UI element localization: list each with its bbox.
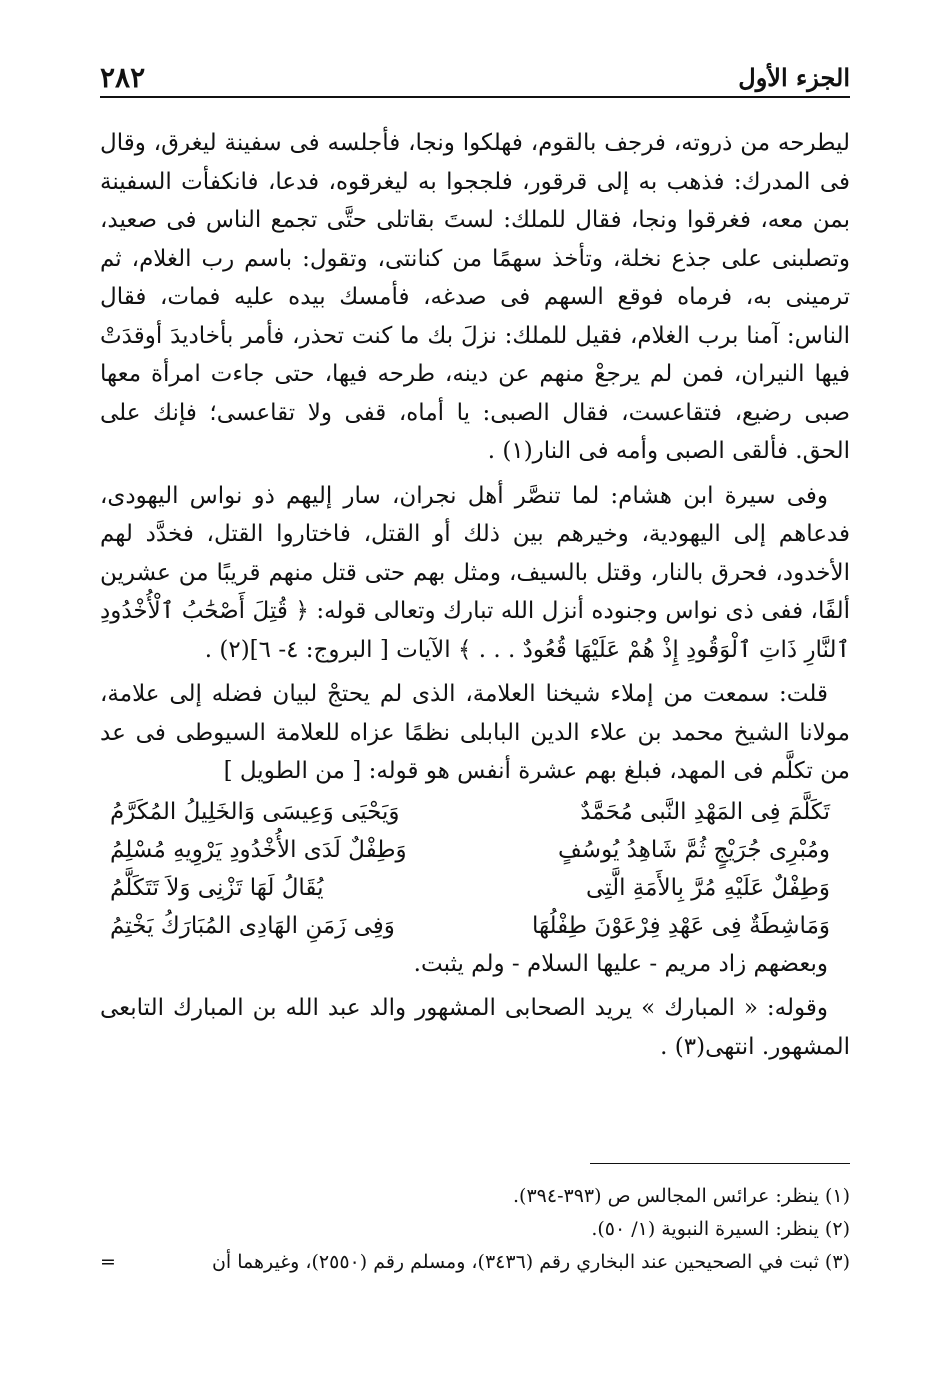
verse-second-hemistich: وَطِفْلٌ لَدَى الأُخْدُودِ يَرْوِيهِ مُسْلِمُ	[110, 836, 407, 863]
footnote-1: (١) ينظر: عرائس المجالس ص (٣٩٣-٣٩٤).	[513, 1185, 850, 1207]
verse-second-hemistich: وَفِى زَمَنِ الهَادِى المُبَارَكُ يَخْتِمُ	[110, 912, 395, 939]
footnote-3	[100, 1246, 850, 1279]
footnote-3-text: (٣) ثبت في الصحيحين عند البخاري رقم (٣٤٣٦)، ومسلم رقم (٢٥٥٠)، وغيرهما أن	[211, 1251, 850, 1273]
running-title: الجزء الأول	[738, 63, 850, 92]
footnote-2: (٢) ينظر: السيرة النبوية (١/ ٥٠).	[591, 1218, 850, 1240]
page-header	[100, 52, 850, 98]
continuation-mark: =	[100, 1251, 116, 1273]
main-text	[100, 124, 850, 1066]
poem-verse	[110, 831, 830, 869]
verse-second-hemistich: وَيَحْيَى وَعِيسَى وَالخَلِيلُ المُكَرَّمُ	[110, 798, 400, 825]
paragraph-story: ليطرحه من ذروته، فرجف بالقوم، فهلكوا ونجا، فأجلسه فى سفينة ليغرق، وقال فى المدرك: فذهب به إلى قرقور، فلججوا به ليغرقوه، فدعا، فانكفأت السفينة بمن معه، فغرقوا ونجا، فقال للملك: لستَ بقاتلى حتَّى تجمع الناس فى صعيد، وتصلبنى على جذع نخلة، وتأخذ سهمًا من كنانتى، وتقول: باسم رب الغلام، ثم ترمينى به، فرماه فوقع السهم فى صدغه، فأمسك بيده عليه فمات، فقال الناس: آمنا برب الغلام، فقيل للملك: نزلَ بك ما كنت تحذر، فأمر بأخاديدَ أوقدَتْ فيها النيران، فمن لم يرجعْ منهم عن دينه، طرحه فيها، حتى جاءت امرأة معها صبى رضيع، فتقاعست، فقال الصبى: يا أماه، قفى ولا تقاعسى؛ فإنك على الحق. فألقى الصبى وأمه فى النار(١) .	[100, 130, 850, 464]
verse-first-hemistich: تَكَلَّمَ فِى المَهْدِ النَّبى مُحَمَّدٌ	[580, 798, 830, 825]
poem-verse	[110, 869, 830, 907]
poem-verse	[110, 793, 830, 831]
poem	[110, 793, 830, 945]
paragraph-poem-intro: قلت: سمعت من إملاء شيخنا العلامة، الذى لم يحتجْ لبيان فضله إلى علامة، مولانا الشيخ محمد بن علاء الدين البابلى نظمًا عزاه للعلامة السيوطى فى عد من تكلَّم فى المهد، فبلغ بهم عشرة أنفس هو قوله: [ من الطويل ]	[100, 681, 850, 784]
paragraph-closing: وقوله: « المبارك » يريد الصحابى المشهور والد عبد الله بن المبارك التابعى المشهور. انتهى(٣) .	[100, 995, 850, 1060]
paragraph-ibn-hisham: وفى سيرة ابن هشام: لما تنصَّر أهل نجران، سار إليهم ذو نواس اليهودى، فدعاهم إلى اليهودية، وخيرهم بين ذلك أو القتل، فاختاروا القتل، فخدَّد لهم الأخدود، فحرق بالنار، وقتل بالسيف، ومثل بهم حتى قتل منهم قريبًا من عشرين ألفًا، ففى ذى نواس وجنوده أنزل الله تبارك وتعالى قوله: ﴿ قُتِلَ أَصْحَٰبُ ٱلْأُخْدُودِ ٱلنَّارِ ذَاتِ ٱلْوَقُودِ إِذْ هُمْ عَلَيْهَا قُعُودٌ . . . ﴾ الآيات [ البروج: ٤- ٦](٢) .	[100, 482, 851, 663]
after-poem-note: وبعضهم زاد مريم - عليها السلام - ولم يثبت.	[413, 950, 828, 977]
footnotes	[100, 1180, 850, 1279]
page-number: ٢٨٢	[100, 61, 146, 94]
verse-second-hemistich: يُقَالُ لَهَا تَزْنِى وَلاَ تَتَكَلَّمُ	[110, 874, 324, 901]
verse-first-hemistich: ومُبْرِى جُرَيْجٍ ثُمَّ شَاهِدُ يُوسُفٍ	[557, 836, 830, 863]
verse-first-hemistich: وَطِفْلٌ عَلَيْهِ مُرَّ بِالأَمَةِ الَّتِى	[585, 874, 830, 901]
verse-first-hemistich: وَمَاشِطَةٌ فِى عَهْدِ فِرْعَوْنَ طِفْلُهَا	[531, 912, 830, 939]
footnote-separator	[590, 1163, 850, 1164]
poem-verse	[110, 907, 830, 945]
